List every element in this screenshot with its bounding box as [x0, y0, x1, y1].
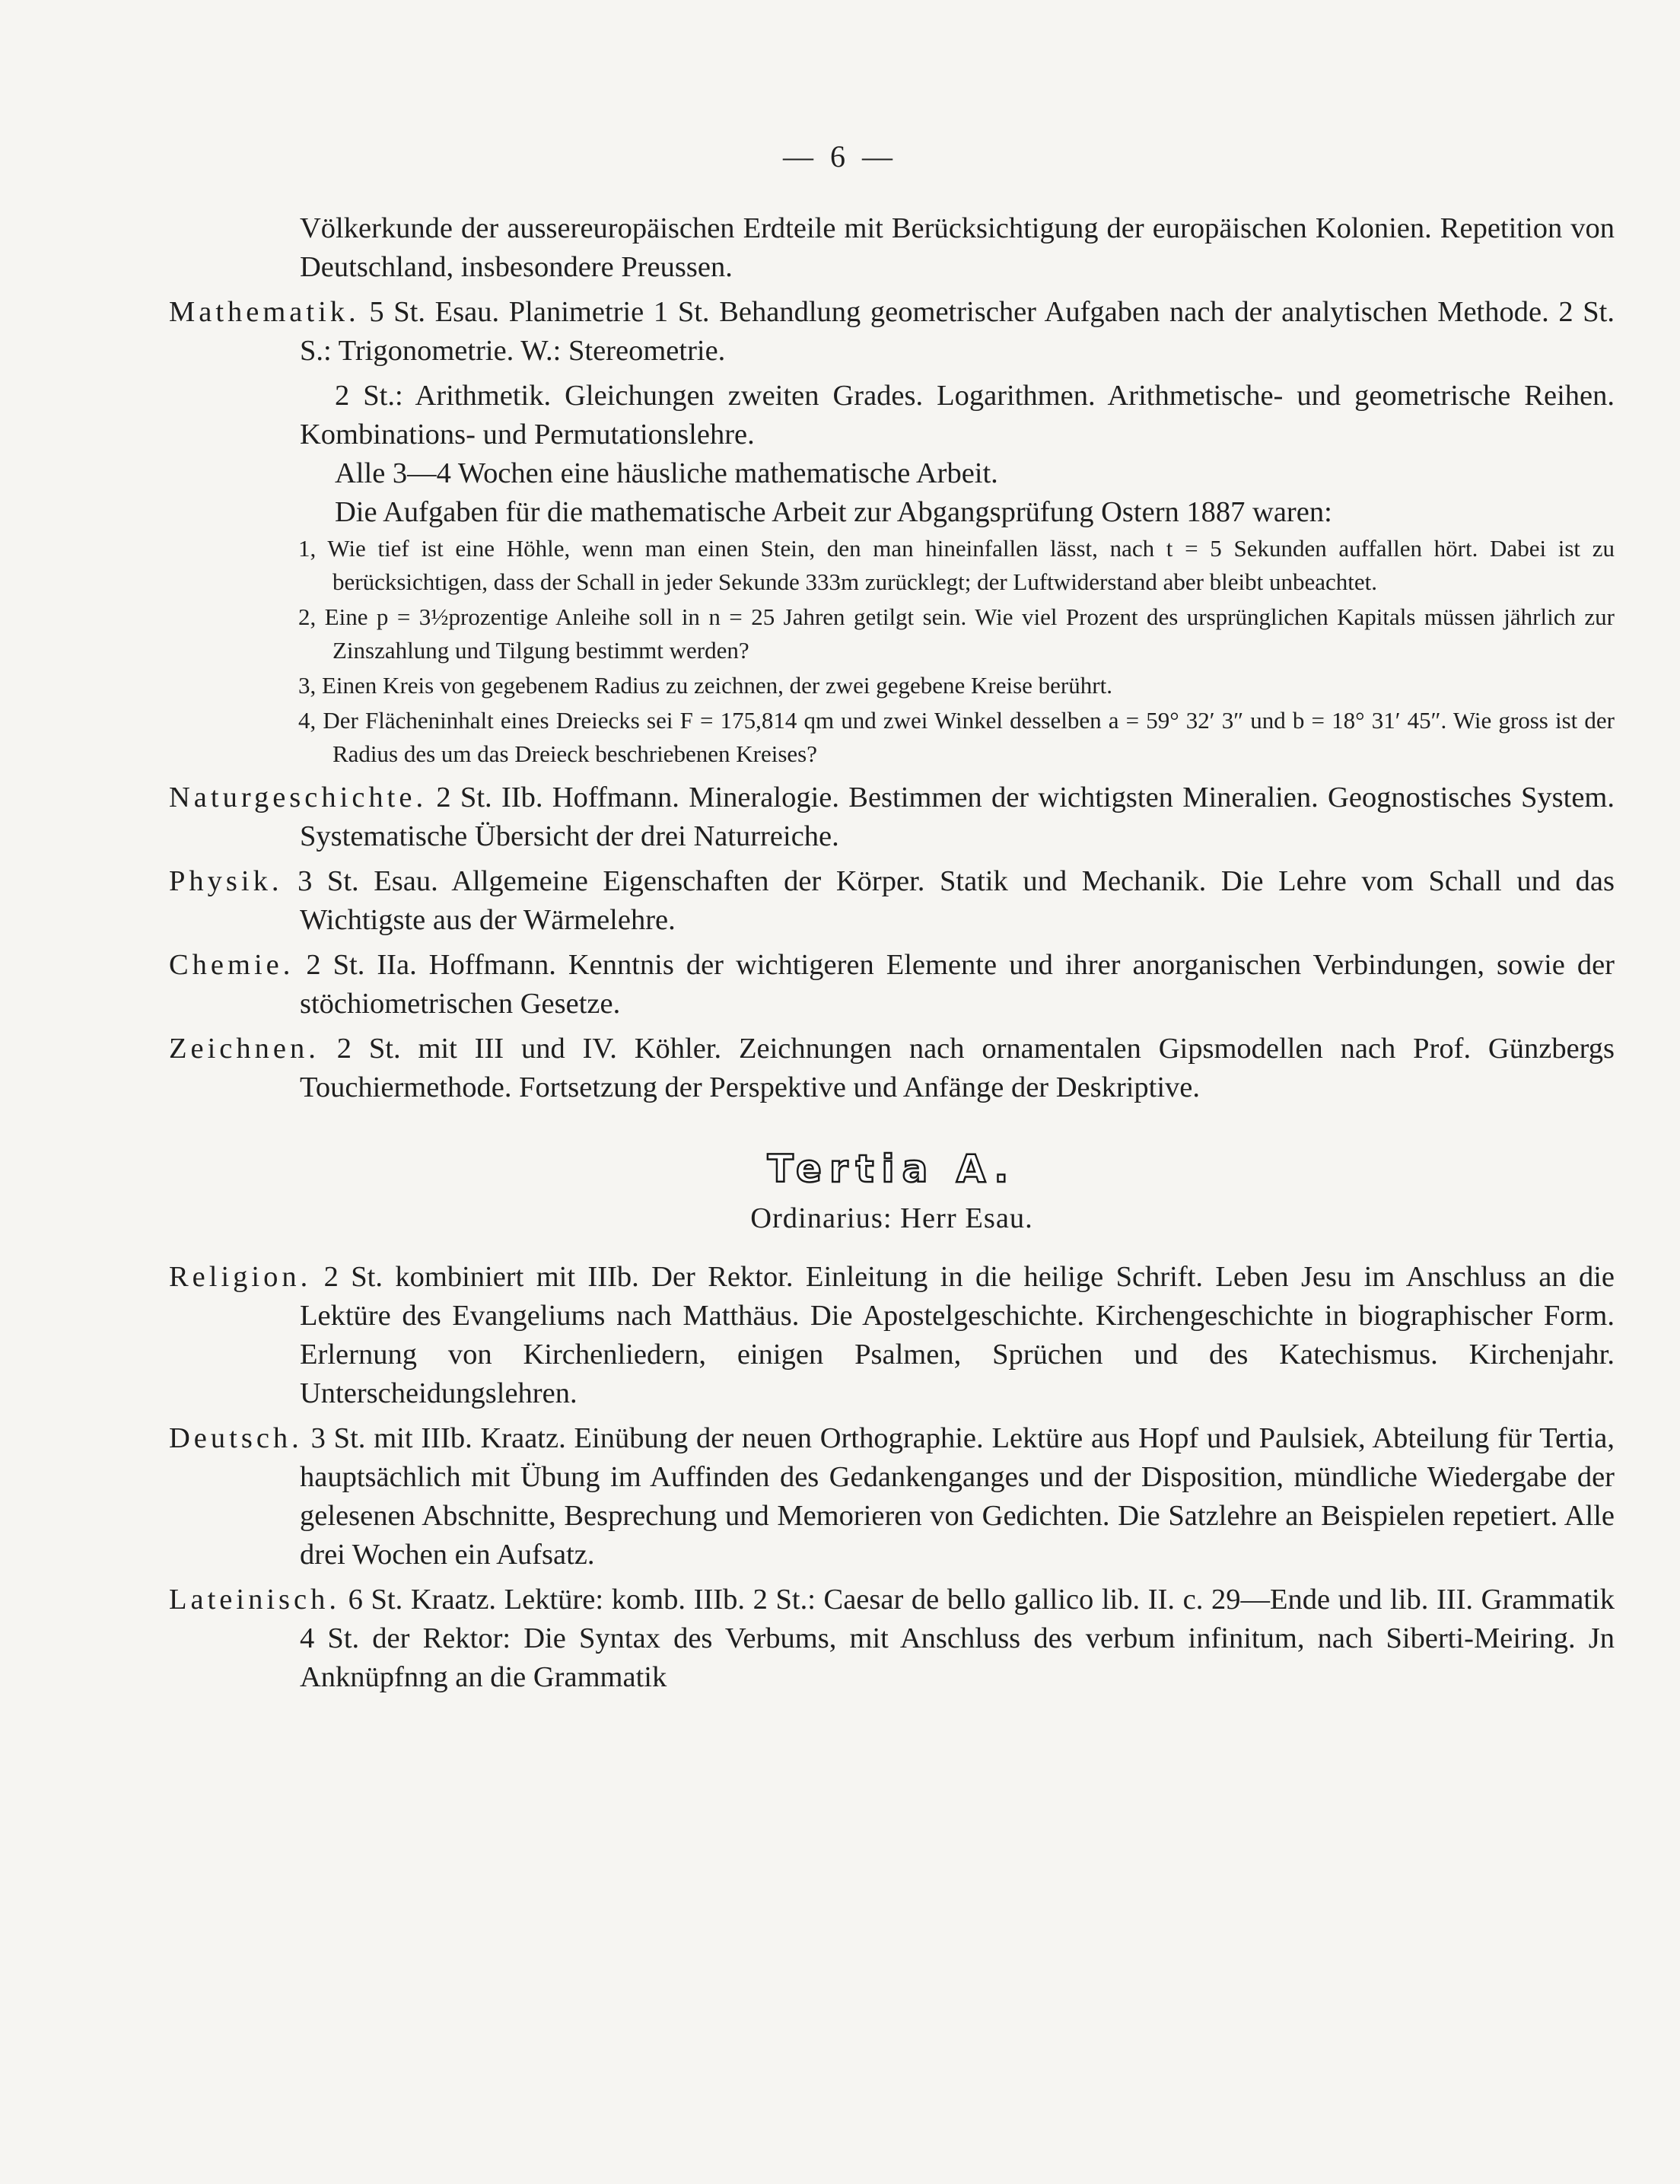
- subject-chemie: Chemie.: [169, 949, 294, 981]
- math-task-1: 1, Wie tief ist eine Höhle, wenn man einen Stein, den man hineinfallen lässt, nach t = 5 Sekunden auffallen hört. Dabei ist zu berücksichtigen, dass der Schall in jeder Sekunde 333m zurücklegt; der Luftwiderstand aber bleibt unbeachtet.: [298, 535, 1615, 595]
- religion-text: 2 St. kombiniert mit IIIb. Der Rektor. Einleitung in die heilige Schrift. Leben Jesu im Anschluss an die Lektüre des Evangeliums nach Matthäus. Die Apostelgeschichte. Kirchengeschichte in biographischer Form. Erlernung von Kirchenliedern, einigen Psalmen, Sprüchen und des Katechismus. Kirchenjahr. Unterscheidungslehren.: [300, 1261, 1615, 1409]
- entry-physik: [169, 862, 1615, 940]
- mathematik-line1: 5 St. Esau. Planimetrie 1 St. Behandlung geometrischer Aufgaben nach der analytischen Methode. 2 St. S.: Trigonometrie. W.: Stereometrie.: [300, 296, 1615, 367]
- page-number: — 6 —: [783, 139, 897, 174]
- physik-text: 3 St. Esau. Allgemeine Eigenschaften der Körper. Statik und Mechanik. Die Lehre vom Schall und das Wichtigste aus der Wärmelehre.: [298, 865, 1615, 936]
- section-ordinarius: Ordinarius: Herr Esau.: [750, 1202, 1033, 1234]
- chemie-text: 2 St. IIa. Hoffmann. Kenntnis der wichtigeren Elemente und ihrer anorganischen Verbindungen, sowie der stöchiometrischen Gesetze.: [300, 949, 1615, 1020]
- subject-naturgeschichte: Naturgeschichte.: [169, 782, 428, 813]
- subject-lateinisch: Lateinisch.: [169, 1584, 340, 1616]
- deutsch-text: 3 St. mit IIIb. Kraatz. Einübung der neuen Orthographie. Lektüre aus Hopf und Paulsiek, Abteilung für Tertia, hauptsächlich mit Übung im Auffinden des Gedankenganges und der Disposition, mündliche Wiedergabe der gelesenen Abschnitte, Besprechung und Memorieren von Gedichten. Die Satzlehre an Beispielen repetiert. Alle drei Wochen ein Aufsatz.: [300, 1422, 1615, 1571]
- subject-deutsch: Deutsch.: [169, 1422, 303, 1454]
- mathematik-para2: 2 St.: Arithmetik. Gleichungen zweiten Grades. Logarithmen. Arithmetische- und geometrische Reihen. Kombinations- und Permutationslehre.: [300, 380, 1615, 450]
- subject-physik: Physik.: [169, 865, 283, 897]
- entry-chemie: [169, 946, 1615, 1024]
- page-body: [169, 209, 1615, 1703]
- entry-naturgeschichte: [169, 778, 1615, 856]
- entry-religion: [169, 1258, 1615, 1413]
- intro-paragraph: [169, 209, 1615, 287]
- zeichnen-text: 2 St. mit III und IV. Köhler. Zeichnungen nach ornamentalen Gipsmodellen nach Prof. Günzbergs Touchiermethode. Fortsetzung der Perspektive und Anfänge der Deskriptive.: [300, 1033, 1615, 1103]
- mathematik-para4: Die Aufgaben für die mathematische Arbeit zur Abgangsprüfung Ostern 1887 waren:: [335, 496, 1332, 528]
- section-title: Tertia A.: [767, 1147, 1017, 1191]
- math-task-2: 2, Eine p = 3½prozentige Anleihe soll in n = 25 Jahren getilgt sein. Wie viel Prozent des ursprünglichen Kapitals müssen jährlich zur Zinszahlung und Tilgung bestimmt werden?: [298, 603, 1615, 664]
- math-task-4: 4, Der Flächeninhalt eines Dreiecks sei F = 175,814 qm und zwei Winkel desselben a = 59° 32′ 3″ und b = 18° 31′ 45″. Wie gross ist der Radius des um das Dreieck beschriebenen Kreises?: [298, 707, 1615, 767]
- entry-deutsch: [169, 1419, 1615, 1574]
- entry-mathematik: [169, 293, 1615, 371]
- naturgeschichte-text: 2 St. IIb. Hoffmann. Mineralogie. Bestimmen der wichtigsten Mineralien. Geognostisches System. Systematische Übersicht der drei Naturreiche.: [300, 782, 1615, 852]
- math-task-3: 3, Einen Kreis von gegebenem Radius zu zeichnen, der zwei gegebene Kreise berührt.: [298, 672, 1112, 699]
- intro-text: Völkerkunde der aussereuropäischen Erdteile mit Berücksichtigung der europäischen Kolonien. Repetition von Deutschland, insbesondere Preussen.: [300, 212, 1615, 283]
- entry-zeichnen: [169, 1030, 1615, 1107]
- lateinisch-text: 6 St. Kraatz. Lektüre: komb. IIIb. 2 St.: Caesar de bello gallico lib. II. c. 29—Ende und lib. III. Grammatik 4 St. der Rektor: Die Syntax des Verbums, mit Anschluss des verbum infinitum, nach Siberti-Meiring. Jn Anknüpfnng an die Grammatik: [300, 1584, 1615, 1693]
- subject-zeichnen: Zeichnen.: [169, 1033, 320, 1065]
- mathematik-para3: Alle 3—4 Wochen eine häusliche mathematische Arbeit.: [335, 457, 998, 489]
- subject-religion: Religion.: [169, 1261, 312, 1293]
- entry-lateinisch: [169, 1581, 1615, 1697]
- subject-mathematik: Mathematik.: [169, 296, 360, 328]
